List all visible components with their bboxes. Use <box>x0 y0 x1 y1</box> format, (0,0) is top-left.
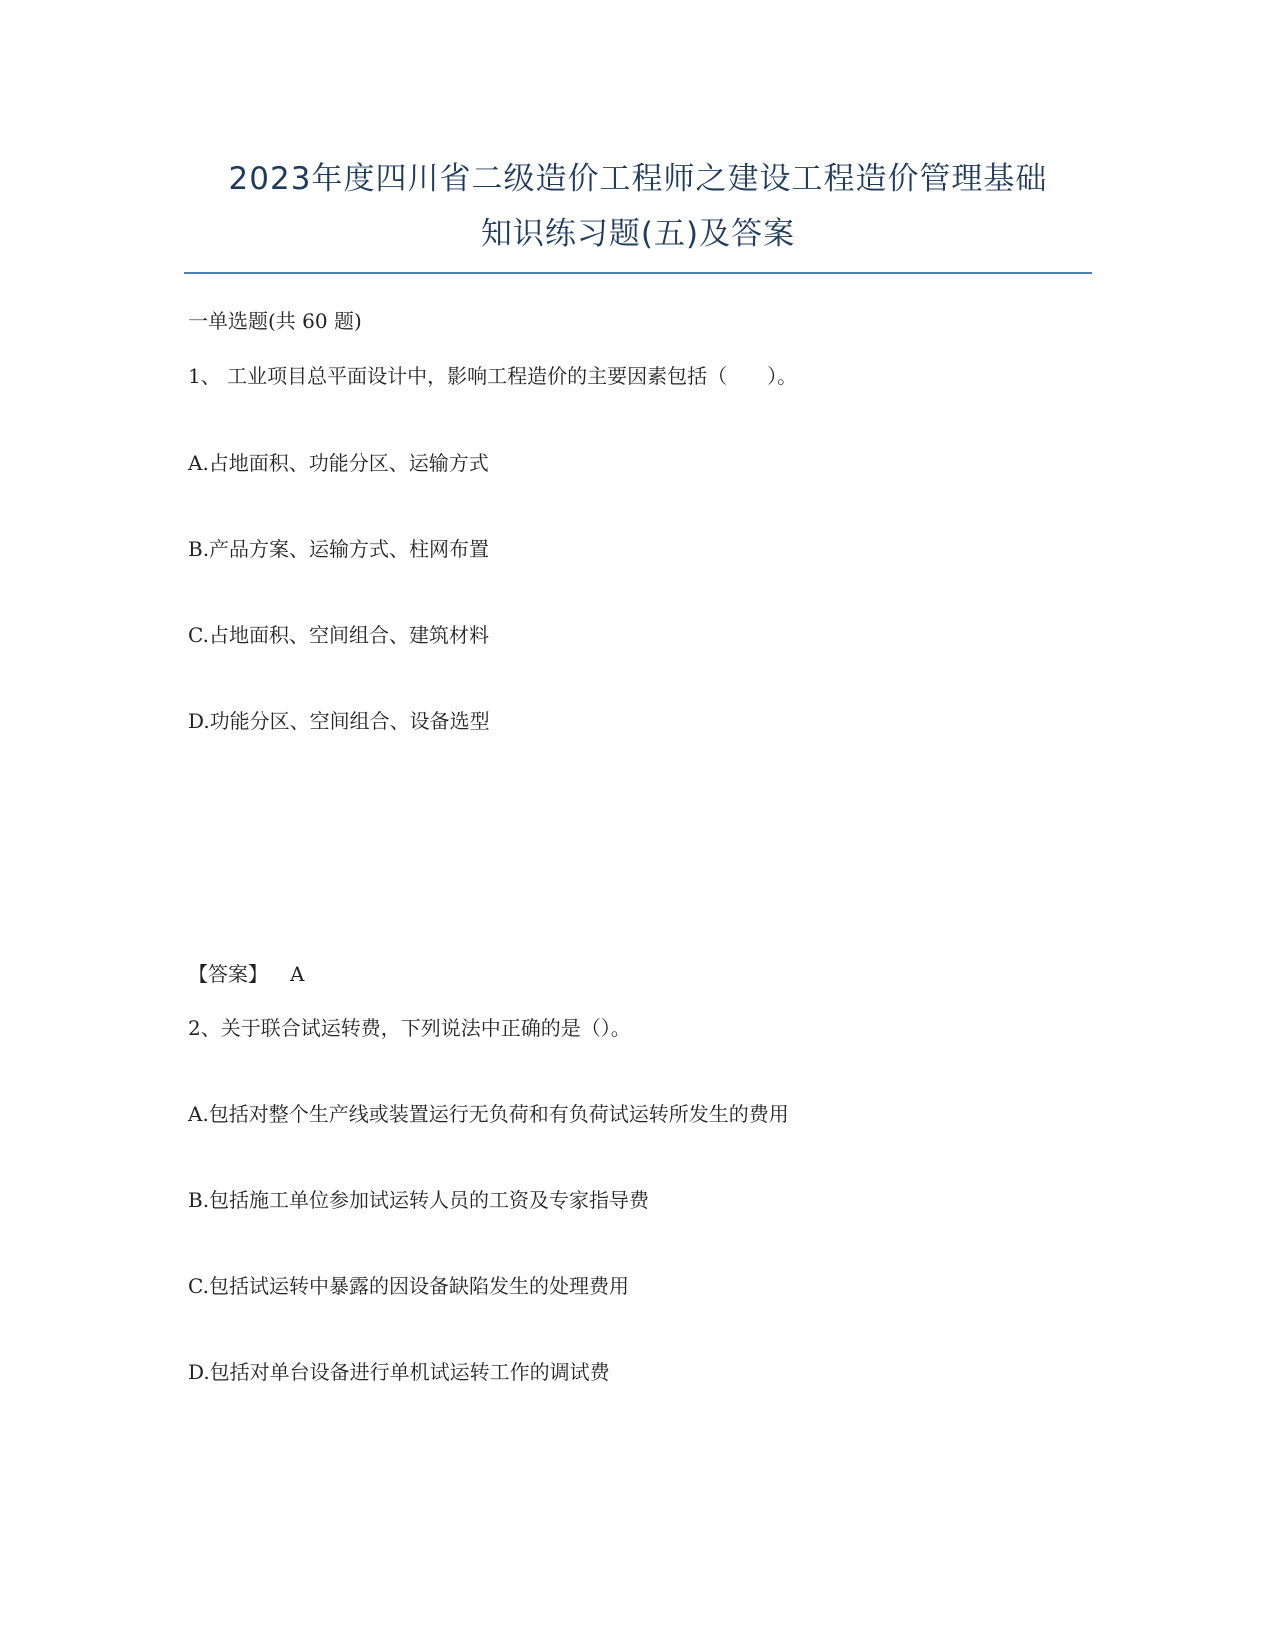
document-title-line-1: 2023年度四川省二级造价工程师之建设工程造价管理基础 <box>228 161 1048 197</box>
document-title-line-2: 知识练习题(五)及答案 <box>480 216 796 252</box>
question-1-option-c: C.占地面积、空间组合、建筑材料 <box>188 623 489 647</box>
question-2-option-c: C.包括试运转中暴露的因设备缺陷发生的处理费用 <box>188 1274 629 1298</box>
question-2-option-b: B.包括施工单位参加试运转人员的工资及专家指导费 <box>188 1188 650 1212</box>
question-1-answer <box>188 961 304 987</box>
question-2-option-d: D.包括对单台设备进行单机试运转工作的调试费 <box>188 1360 610 1384</box>
answer-value: A <box>290 962 305 986</box>
question-1-option-b: B.产品方案、运输方式、柱网布置 <box>188 537 490 561</box>
question-1-stem: 1、 工业项目总平面设计中，影响工程造价的主要因素包括（ ）。 <box>188 364 798 388</box>
question-1-option-d: D.功能分区、空间组合、设备选型 <box>188 709 490 733</box>
question-1-option-a: A.占地面积、功能分区、运输方式 <box>188 451 489 475</box>
question-2-stem: 2、关于联合试运转费，下列说法中正确的是（）。 <box>188 1016 631 1040</box>
section-header: 一单选题(共 60 题) <box>188 309 362 333</box>
title-underline <box>184 272 1092 274</box>
answer-label: 【答案】 <box>188 962 268 986</box>
question-2-option-a: A.包括对整个生产线或装置运行无负荷和有负荷试运转所发生的费用 <box>188 1102 789 1126</box>
